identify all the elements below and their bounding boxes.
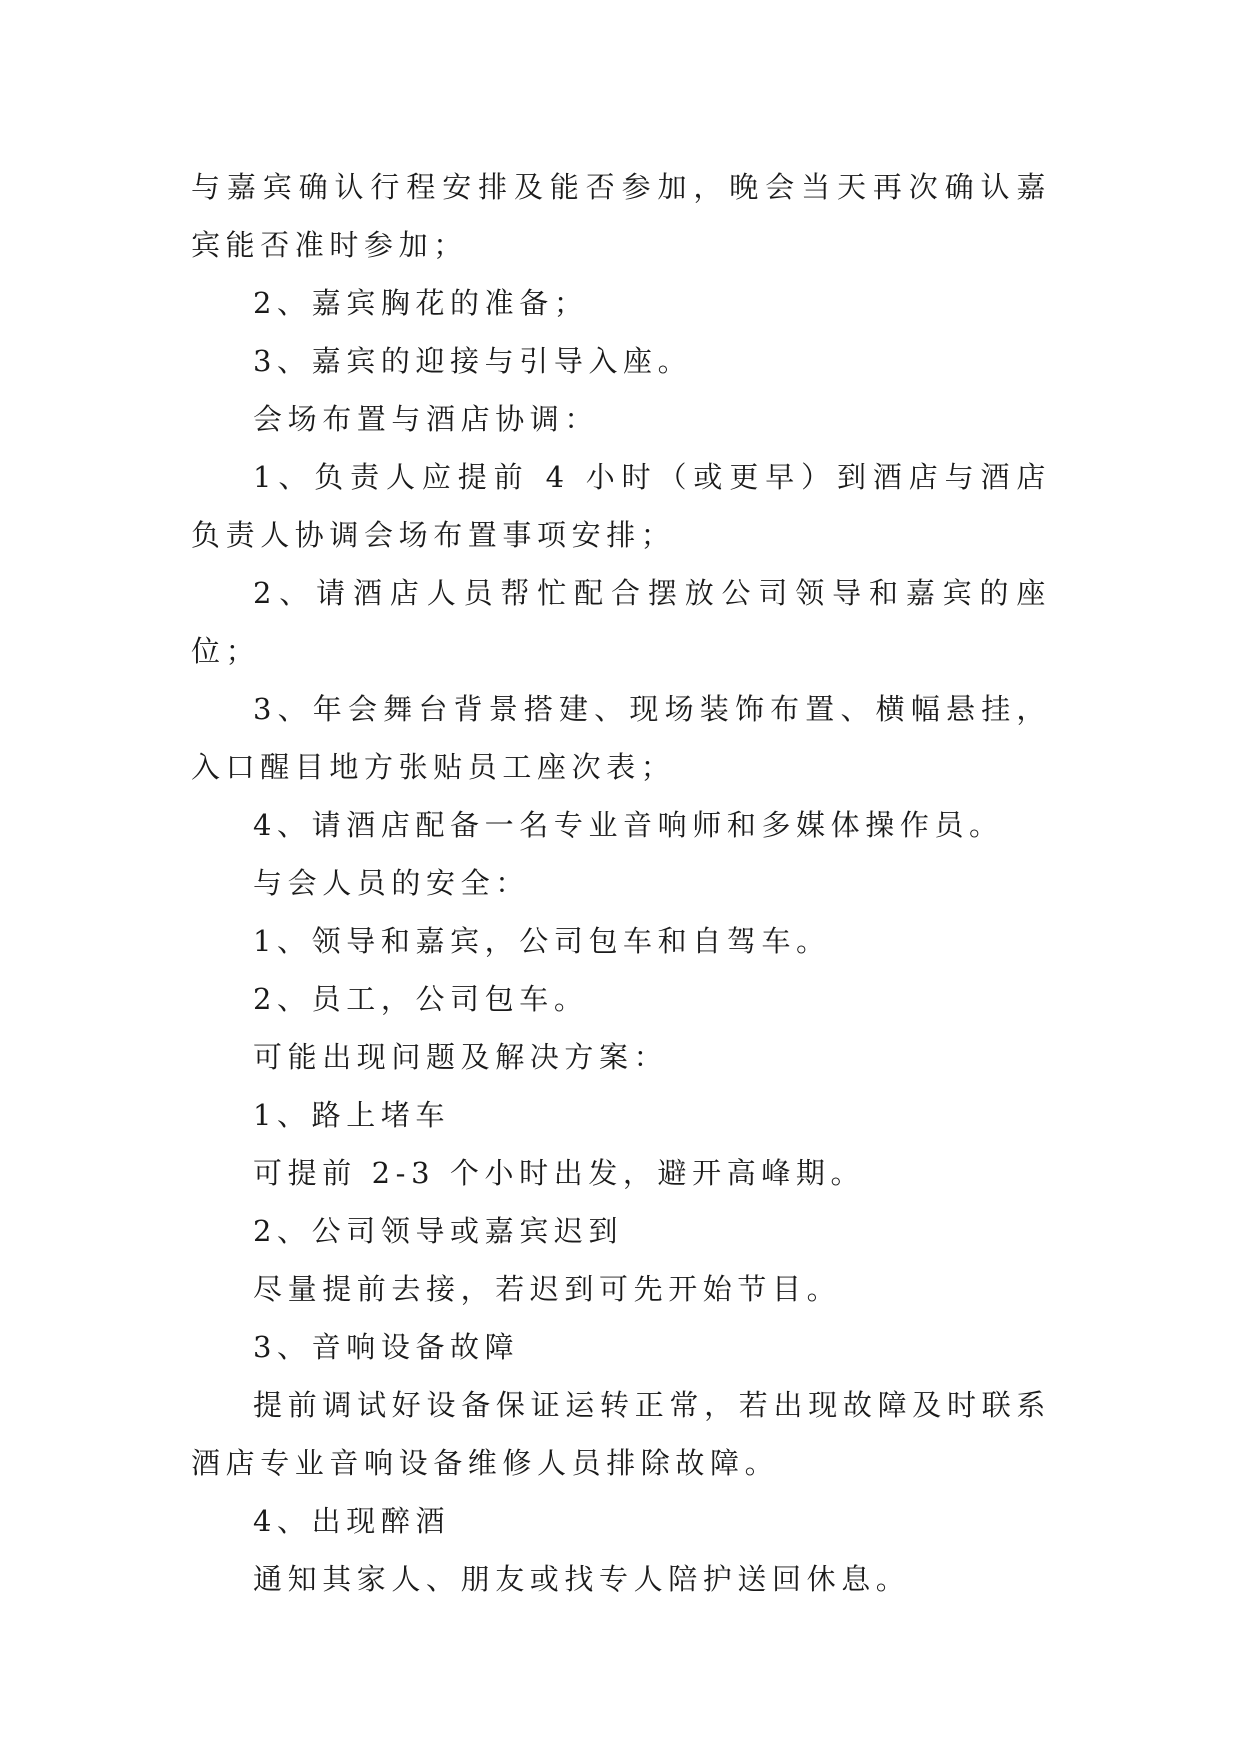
paragraph-guest-reception: 3、嘉宾的迎接与引导入座。: [253, 344, 693, 378]
paragraph-venue-3: 3、年会舞台背景搭建、现场装饰布置、横幅悬挂，入口醒目地方张贴员工座次表；: [191, 692, 1051, 784]
solution-late-arrival: 尽量提前去接，若迟到可先开始节目。: [253, 1272, 842, 1306]
document-body: [191, 158, 1051, 1608]
section-heading-problems: 可能出现问题及解决方案：: [253, 1040, 669, 1074]
solution-audio-failure: 提前调试好设备保证运转正常，若出现故障及时联系酒店专业音响设备维修人员排除故障。: [191, 1388, 1051, 1480]
solution-drunkenness: 通知其家人、朋友或找专人陪护送回休息。: [253, 1562, 911, 1596]
problem-drunkenness: 4、出现醉酒: [253, 1504, 451, 1538]
problem-audio-failure: 3、音响设备故障: [253, 1330, 520, 1364]
paragraph-venue-4: 4、请酒店配备一名专业音响师和多媒体操作员。: [253, 808, 1004, 842]
section-heading-safety: 与会人员的安全：: [253, 866, 530, 900]
problem-late-arrival: 2、公司领导或嘉宾迟到: [253, 1214, 624, 1248]
paragraph-safety-1: 1、领导和嘉宾，公司包车和自驾车。: [253, 924, 831, 958]
paragraph-safety-2: 2、员工，公司包车。: [253, 982, 589, 1016]
solution-traffic: 可提前 2-3 个小时出发，避开高峰期。: [253, 1156, 866, 1190]
paragraph-guest-confirm: 与嘉宾确认行程安排及能否参加，晚会当天再次确认嘉宾能否准时参加；: [191, 170, 1051, 262]
paragraph-guest-corsage: 2、嘉宾胸花的准备；: [253, 286, 589, 320]
section-heading-venue: 会场布置与酒店协调：: [253, 402, 600, 436]
paragraph-venue-1: 1、负责人应提前 4 小时（或更早）到酒店与酒店负责人协调会场布置事项安排；: [191, 460, 1051, 552]
problem-traffic: 1、路上堵车: [253, 1098, 451, 1132]
paragraph-venue-2: 2、请酒店人员帮忙配合摆放公司领导和嘉宾的座位；: [191, 576, 1051, 668]
